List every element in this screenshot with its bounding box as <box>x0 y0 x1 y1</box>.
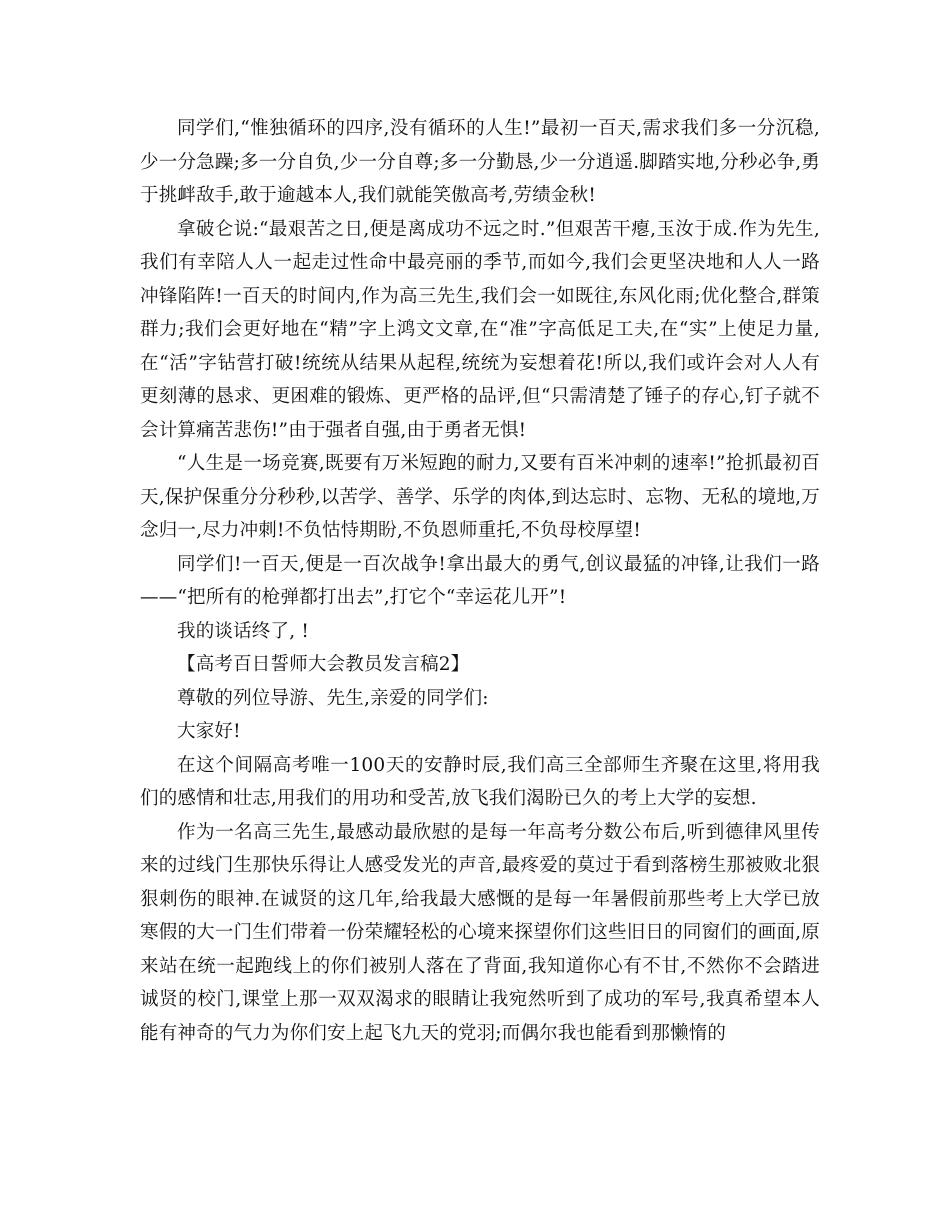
paragraph-5: 在这个间隔高考唯一100天的安静时辰,我们高三全部师生齐聚在这里,将用我们的感情和壮志,用我们的用功和受苦,放飞我们渴盼已久的考上大学的妄想. <box>140 754 820 809</box>
document-body <box>140 112 820 1050</box>
greeting: 大家好! <box>177 721 241 742</box>
paragraph-1: 同学们,“惟独循环的四序,没有循环的人生!”最初一百天,需求我们多一分沉稳,少一分急躁;多一分自负,少一分自尊;多一分勤恳,少一分逍遥.脚踏实地,分秒必争,勇于挑衅敌手,敢于逾越本人,我们就能笑傲高考,劳绩金秋! <box>140 118 820 206</box>
paragraph-2: 拿破仑说:“最艰苦之日,便是离成功不远之时.”但艰苦干瘪,玉汝于成.作为先生,我们有幸陪人人一起走过性命中最亮丽的季节,而如今,我们会更坚决地和人人一路冲锋陷阵!一百天的时间内,作为高三先生,我们会一如既往,东风化雨;优化整合,群策群力;我们会更好地在“精”字上鸿文文章,在“准”字高低足工夫,在“实”上使足力量,在“活”字钻营打破!统统从结果从起程,统统为妄想着花!所以,我们或许会对人人有更刻薄的恳求、更困难的锻炼、更严格的品评,但“只需清楚了锤子的存心,钉子就不会计算痛苦悲伤!”由于强者自强,由于勇者无惧! <box>140 218 820 441</box>
salutation: 尊敬的列位导游、先生,亲爱的同学们: <box>177 687 489 709</box>
paragraph-3: “人生是一场竞赛,既要有万米短跑的耐力,又要有百米冲刺的速率!”抢抓最初百天,保护保重分分秒秒,以苦学、善学、乐学的肉体,到达忘时、忘物、无私的境地,万念归一,尽力冲刺!不负怙恃期盼,不负恩师重托,不负母校厚望! <box>140 453 820 541</box>
closing-line: 我的谈话终了, ! <box>177 620 309 642</box>
paragraph-4: 同学们!一百天,便是一百次战争!拿出最大的勇气,创议最猛的冲锋,让我们一路——“把所有的枪弹都打出去”,打它个“幸运花儿开”! <box>140 553 820 608</box>
paragraph-6: 作为一名高三先生,最感动最欣慰的是每一年高考分数公布后,听到德律风里传来的过线门生那快乐得让人感受发光的声音,最疼爱的莫过于看到落榜生那被败北狠狠刺伤的眼神.在诚贤的这几年,给我最大感慨的是每一年暑假前那些考上大学已放寒假的大一门生们带着一份荣耀轻松的心境来探望你们这些旧日的同窗们的画面,原来站在统一起跑线上的你们被别人落在了背面,我知道你心有不甘,不然你不会踏进诚贤的校门,课堂上那一双双渴求的眼睛让我宛然听到了成功的军号,我真希望本人能有神奇的气力为你们安上起飞九天的党羽;而偶尔我也能看到那懒惰的 <box>140 821 820 1044</box>
section-heading: 【高考百日誓师大会教员发言稿2】 <box>177 654 470 675</box>
